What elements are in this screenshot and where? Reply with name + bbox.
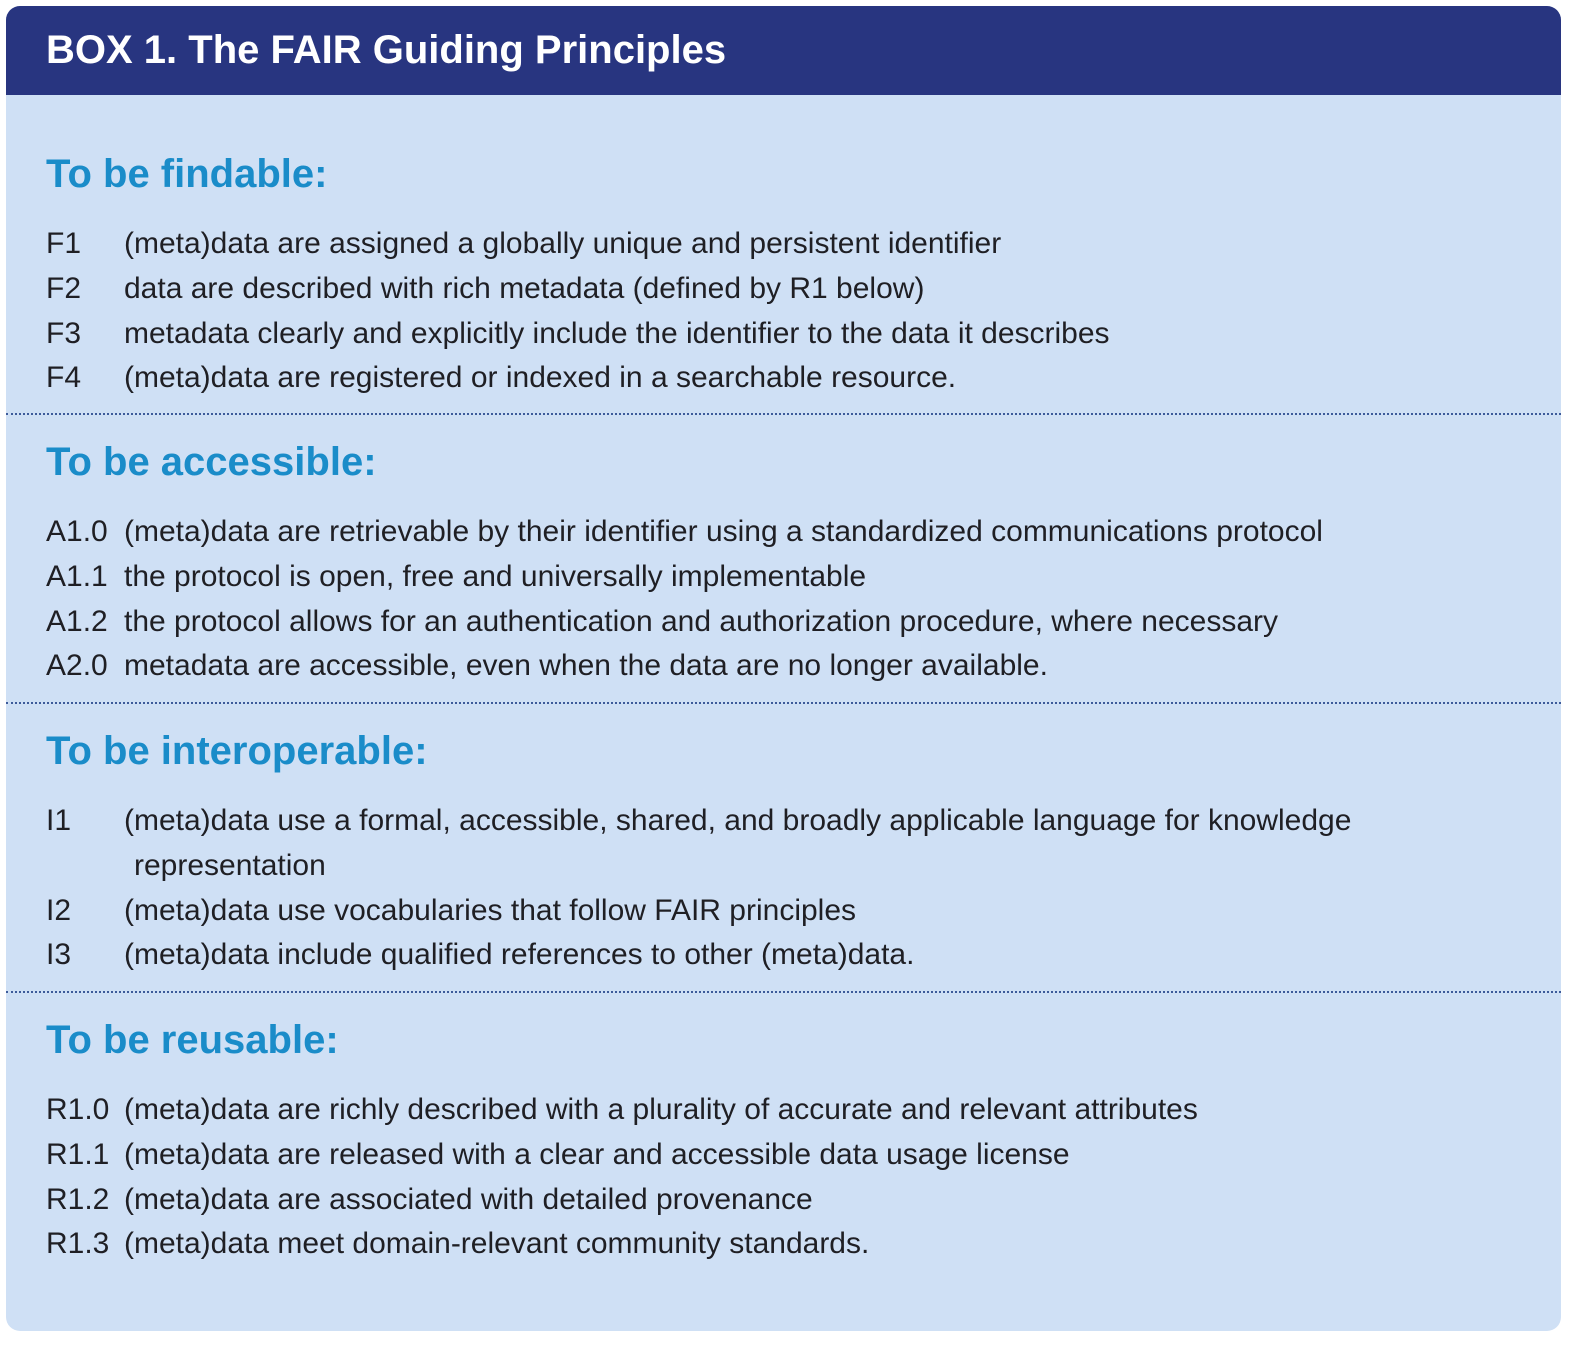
principle-code: R1.3 <box>46 1227 110 1261</box>
principle-text: metadata clearly and explicitly include the identifier to the data it describes <box>124 316 1110 350</box>
principle-code: I2 <box>46 893 72 927</box>
principle-code: A1.2 <box>46 604 108 638</box>
section-divider <box>6 413 1561 415</box>
principle-text-continuation: representation <box>134 848 326 882</box>
reusable-list <box>46 1088 1521 1267</box>
section-accessible <box>6 442 1561 689</box>
section-findable <box>6 154 1561 401</box>
principle-code: A2.0 <box>46 649 108 683</box>
principle-item <box>46 510 1521 555</box>
principle-item <box>46 222 1521 267</box>
principle-text: (meta)data use vocabularies that follow FAIR principles <box>124 893 857 927</box>
principle-text: (meta)data use a formal, accessible, shared, and broadly applicable language for knowledge <box>124 804 1352 837</box>
principle-item <box>46 312 1521 357</box>
principle-item <box>46 267 1521 312</box>
principle-item <box>46 1133 1521 1178</box>
principle-text: data are described with rich metadata (defined by R1 below) <box>124 271 925 305</box>
section-heading-interoperable: To be interoperable: <box>46 729 428 773</box>
principle-text: the protocol is open, free and universally implementable <box>124 559 867 593</box>
principle-text: (meta)data meet domain-relevant community standards. <box>124 1227 870 1261</box>
principle-code-blank <box>46 844 124 889</box>
principle-text: (meta)data include qualified references to other (meta)data. <box>124 938 915 972</box>
section-interoperable <box>6 731 1561 978</box>
principle-text: (meta)data are registered or indexed in a searchable resource. <box>124 361 957 395</box>
principle-text: (meta)data are released with a clear and accessible data usage license <box>124 1137 1070 1171</box>
box-header <box>6 6 1561 95</box>
principle-code: R1.0 <box>46 1093 110 1126</box>
principle-item <box>46 1178 1521 1223</box>
principle-item <box>46 600 1521 645</box>
principle-code: R1.1 <box>46 1137 110 1171</box>
principle-code: A1.0 <box>46 515 108 548</box>
principle-code: I3 <box>46 938 72 972</box>
principle-code: A1.1 <box>46 559 108 593</box>
principle-item-continuation <box>46 844 1521 889</box>
principle-text: (meta)data are assigned a globally unique and persistent identifier <box>124 227 1002 260</box>
principle-item <box>46 1088 1521 1133</box>
section-divider <box>6 702 1561 704</box>
principle-item <box>46 644 1521 689</box>
principle-text: (meta)data are retrievable by their identifier using a standardized communications protocol <box>124 515 1323 548</box>
principle-item <box>46 555 1521 600</box>
principle-code: F2 <box>46 271 82 305</box>
section-divider <box>6 991 1561 993</box>
principle-code: R1.2 <box>46 1182 110 1216</box>
principle-text: metadata are accessible, even when the data are no longer available. <box>124 649 1048 683</box>
principle-text: (meta)data are associated with detailed provenance <box>124 1182 813 1216</box>
section-heading-accessible: To be accessible: <box>46 440 377 484</box>
section-reusable <box>6 1020 1561 1267</box>
principle-code: F1 <box>46 227 82 260</box>
principle-code: F4 <box>46 361 82 395</box>
principle-text: (meta)data are richly described with a plurality of accurate and relevant attributes <box>124 1093 1198 1126</box>
principle-item <box>46 799 1521 844</box>
principle-item <box>46 1222 1521 1267</box>
principle-code: I1 <box>46 804 72 837</box>
principle-item <box>46 933 1521 978</box>
section-heading-reusable: To be reusable: <box>46 1018 339 1062</box>
section-heading-findable: To be findable: <box>46 152 328 196</box>
principle-code: F3 <box>46 316 82 350</box>
principle-text: the protocol allows for an authentication and authorization procedure, where necessary <box>124 604 1279 638</box>
principle-item <box>46 889 1521 934</box>
principle-item <box>46 356 1521 401</box>
interoperable-list <box>46 799 1521 978</box>
findable-list <box>46 222 1521 401</box>
box-title: BOX 1. The FAIR Guiding Principles <box>46 28 727 72</box>
accessible-list <box>46 510 1521 689</box>
fair-principles-box <box>6 6 1561 1331</box>
